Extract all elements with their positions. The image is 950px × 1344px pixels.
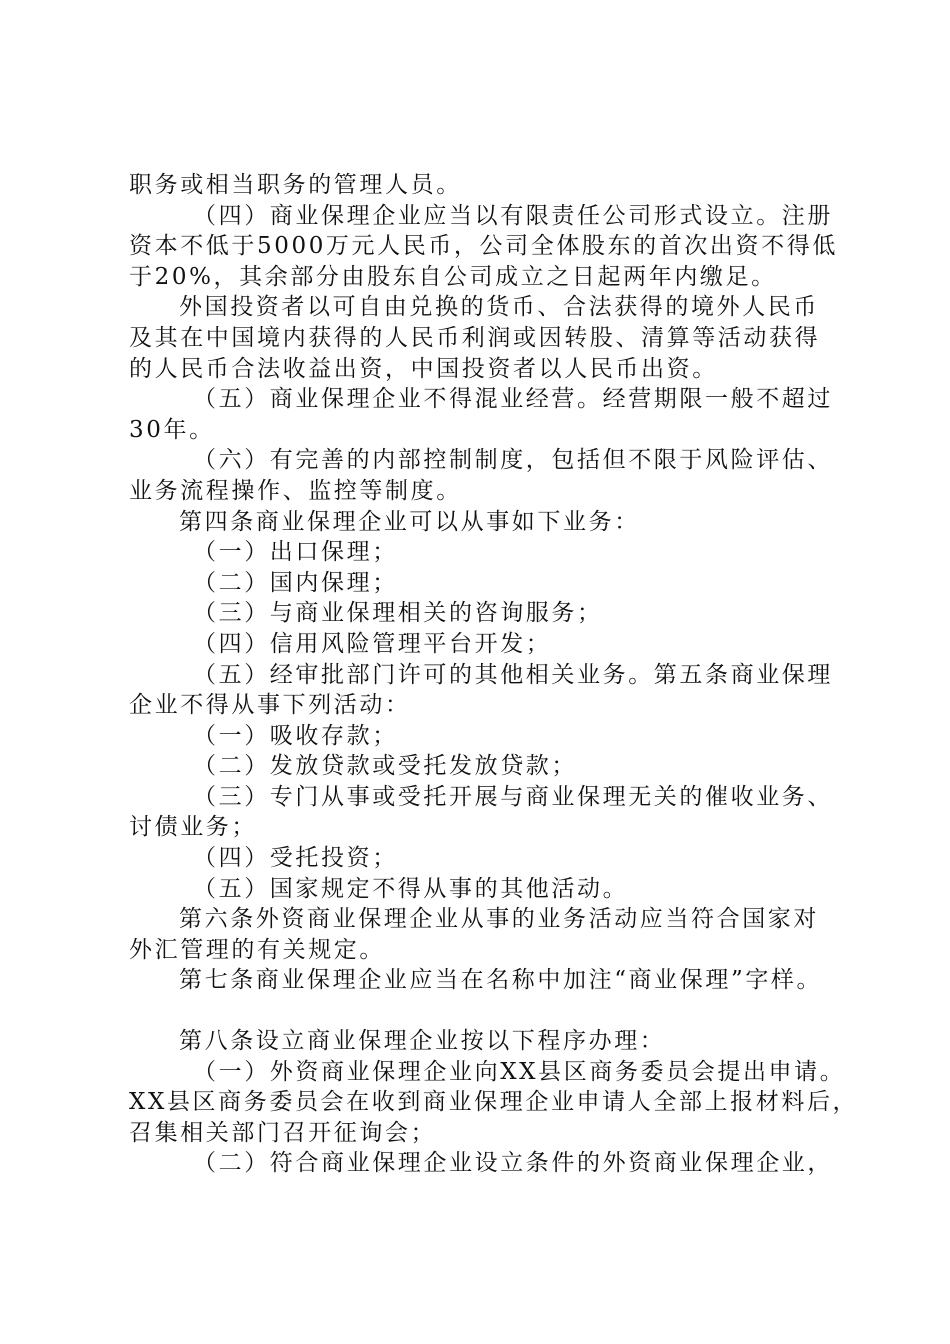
- paragraph-line: 召集相关部门召开征询会；: [129, 1119, 437, 1146]
- paragraph-line: （三）专门从事或受托开展与商业保理无关的催收业务、: [193, 783, 833, 810]
- paragraph-line: 外国投资者以可自由兑换的货币、合法获得的境外人民币: [179, 294, 819, 321]
- paragraph-line: （一）吸收存款；: [193, 722, 398, 749]
- paragraph-line: 业务流程操作、监控等制度。: [129, 477, 462, 504]
- paragraph-line: XX县区商务委员会在收到商业保理企业申请人全部上报材料后，: [129, 1089, 859, 1116]
- paragraph-line: （一）外资商业保理企业向XX县区商务委员会提出申请。: [193, 1058, 846, 1085]
- paragraph-line: 于20%，其余部分由股东自公司成立之日起两年内缴足。: [129, 263, 777, 290]
- paragraph-line: （二）发放贷款或受托发放贷款；: [193, 753, 577, 780]
- paragraph-line: 及其在中国境内获得的人民币利润或因转股、清算等活动获得: [129, 324, 821, 351]
- paragraph-line: 第八条设立商业保理企业按以下程序办理：: [179, 1028, 666, 1055]
- paragraph-line: 企业不得从事下列活动：: [129, 692, 411, 719]
- paragraph-line: （四）受托投资；: [193, 845, 398, 872]
- paragraph-line: （一）出口保理；: [193, 539, 398, 566]
- paragraph-line: （五）国家规定不得从事的其他活动。: [193, 875, 629, 902]
- paragraph-line: 职务或相当职务的管理人员。: [129, 172, 462, 198]
- paragraph-line: 30年。: [129, 416, 215, 443]
- paragraph-line: （五）商业保理企业不得混业经营。经营期限一般不超过: [193, 386, 833, 413]
- paragraph-line: 外汇管理的有关规定。: [129, 936, 385, 963]
- paragraph-line: 的人民币合法收益出资，中国投资者以人民币出资。: [129, 355, 718, 382]
- paragraph-line: （六）有完善的内部控制制度，包括但不限于风险评估、: [193, 447, 833, 474]
- paragraph-line: （四）信用风险管理平台开发；: [193, 630, 552, 657]
- paragraph-line: 第四条商业保理企业可以从事如下业务：: [179, 508, 640, 535]
- paragraph-line: 第七条商业保理企业应当在名称中加注“商业保理”字样。: [179, 967, 823, 994]
- paragraph-line: （三）与商业保理相关的咨询服务；: [193, 600, 603, 627]
- paragraph-line: 第六条外资商业保理企业从事的业务活动应当符合国家对: [179, 906, 819, 933]
- paragraph-line: 资本不低于5000万元人民币，公司全体股东的首次出资不得低: [129, 233, 838, 260]
- paragraph-line: 讨债业务；: [129, 814, 257, 841]
- paragraph-line: （四）商业保理企业应当以有限责任公司形式设立。注册: [193, 202, 833, 229]
- document-body: [129, 170, 859, 1179]
- paragraph-line: （二）符合商业保理企业设立条件的外资商业保理企业，: [193, 1150, 833, 1177]
- paragraph-line: （五）经审批部门许可的其他相关业务。第五条商业保理: [193, 661, 833, 688]
- paragraph-line: （二）国内保理；: [193, 569, 398, 596]
